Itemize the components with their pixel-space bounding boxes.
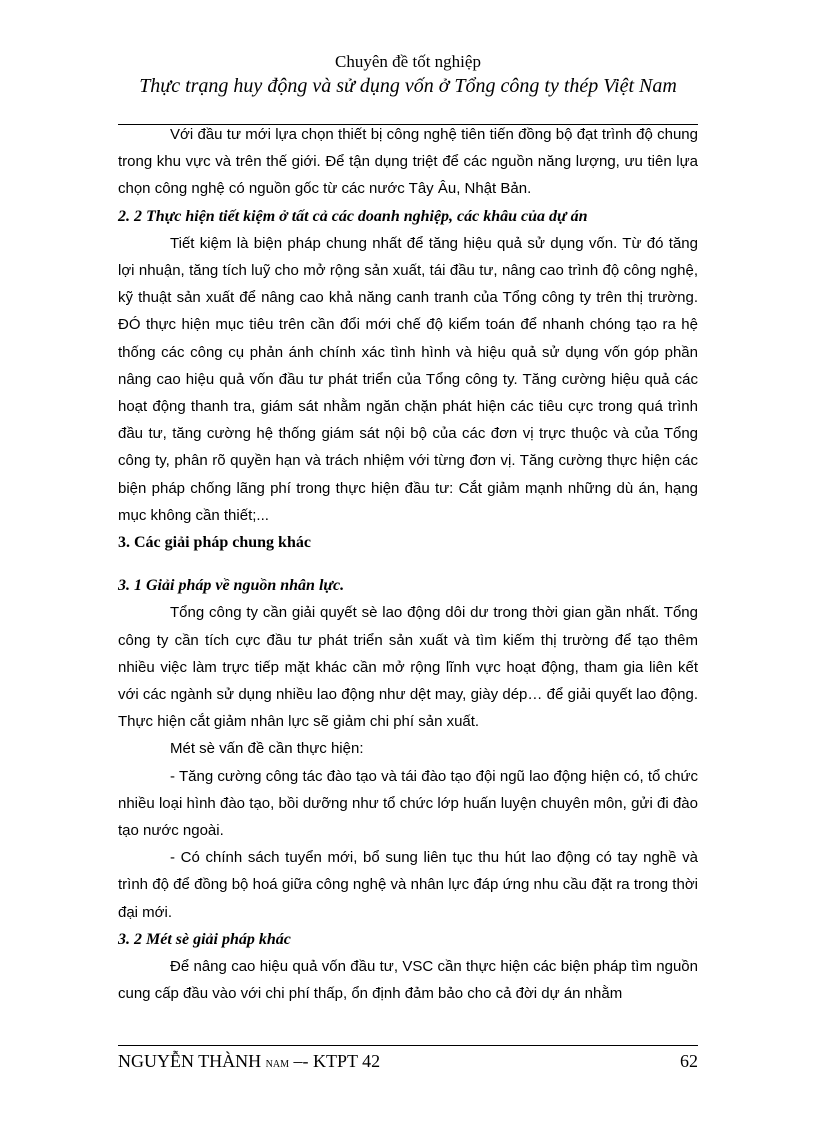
header-subtitle: Chuyên đề tốt nghiệp bbox=[335, 52, 481, 71]
header-title: Thực trạng huy động và sử dụng vốn ở Tổng công ty thép Việt Nam bbox=[139, 75, 677, 97]
page-number: 62 bbox=[680, 1051, 698, 1071]
footer-class: –- KTPT 42 bbox=[293, 1051, 381, 1071]
spacer bbox=[118, 556, 698, 572]
section-heading-2-2: 2. 2 Thực hiện tiết kiệm ở tất cả các doanh nghiệp, các khâu của dự án bbox=[118, 207, 588, 225]
page-body bbox=[118, 121, 698, 1008]
bullet-item-1: - Tăng cường công tác đào tạo và tái đào tạo đội ngũ lao động hiện có, tổ chức nhiều loại hình đào tạo, bồi dưỡng như tổ chức lớp huấn luyện chuyên môn, gửi đi đào tạo nước ngoài. bbox=[118, 767, 698, 840]
paragraph-1: Với đầu tư mới lựa chọn thiết bị công nghệ tiên tiến đồng bộ đạt trình độ chung trong khu vực và trên thế giới. Để tận dụng triệt để các nguồn năng lượng, ưu tiên lựa chọn công nghệ có nguồn gốc từ các nước Tây Âu, Nhật Bản. bbox=[118, 126, 698, 198]
footer-author bbox=[118, 1050, 380, 1076]
bullet-item-2: - Có chính sách tuyển mới, bổ sung liên tục thu hút lao động có tay nghề và trình độ để đồng bộ hoá giữa công nghệ và nhân lực đáp ứng nhu cầu đặt ra trong thời đại mới. bbox=[118, 849, 698, 921]
paragraph-3: Tổng công ty cần giải quyết sè lao động dôi dư trong thời gian gần nhất. Tổng công ty cần tích cực đầu tư phát triển sản xuất và tìm kiếm thị trường để tạo thêm nhiều việc làm trực tiếp mặt khác cần mở rộng lĩnh vực hoạt động, tham gia liên kết với các ngành sử dụng nhiều lao động như dệt may, giày dép… để giải quyết lao động. Thực hiện cắt giảm nhân lực sẽ giảm chi phí sản xuất. bbox=[118, 604, 698, 731]
paragraph-5: Để nâng cao hiệu quả vốn đầu tư, VSC cần thực hiện các biện pháp tìm nguồn cung cấp đầu vào với chi phí thấp, ổn định đảm bảo cho cả đời dự án nhằm bbox=[118, 958, 698, 1003]
paragraph-2: Tiết kiệm là biện pháp chung nhất để tăng hiệu quả sử dụng vốn. Từ đó tăng lợi nhuận, tăng tích luỹ cho mở rộng sản xuất, tái đầu tư, nâng cao trình độ công nghệ, kỹ thuật sản xuất để nâng cao khả năng canh tranh của Tổng công ty trên thị trường. ĐÓ thực hiện mục tiêu trên cần đổi mới chế độ kiểm toán để nhanh chóng tạo ra hệ thống các công cụ phản ánh chính xác tình hình và hiệu quả sử dụng vốn góp phần nâng cao hiệu quả vốn đầu tư phát triển của Tổng công ty. Tăng cường hiệu quả các hoạt động thanh tra, giám sát nhằm ngăn chặn phát hiện các tiêu cực trong quá trình đầu tư, tăng cường hệ thống giám sát nội bộ của các đơn vị trực thuộc và của Tổng công ty, phân rõ quyền hạn và trách nhiệm với từng đơn vị. Tăng cường thực hiện các biện pháp chống lãng phí trong thực hiện đầu tư: Cắt giảm mạnh những dù án, hạng mục không cần thiết;... bbox=[118, 234, 698, 524]
footer-author-name: NGUYỄN THÀNH bbox=[118, 1051, 262, 1071]
section-heading-3-1: 3. 1 Giải pháp về nguồn nhân lực. bbox=[118, 577, 345, 595]
paragraph-4: Mét sè vấn đề cần thực hiện: bbox=[170, 740, 364, 758]
section-heading-3-2: 3. 2 Mét sè giải pháp khác bbox=[118, 930, 291, 948]
section-heading-3: 3. Các giải pháp chung khác bbox=[118, 534, 311, 552]
footer-rule bbox=[118, 1045, 698, 1046]
footer-author-small: NAM bbox=[265, 1059, 289, 1070]
page-header bbox=[118, 52, 698, 98]
